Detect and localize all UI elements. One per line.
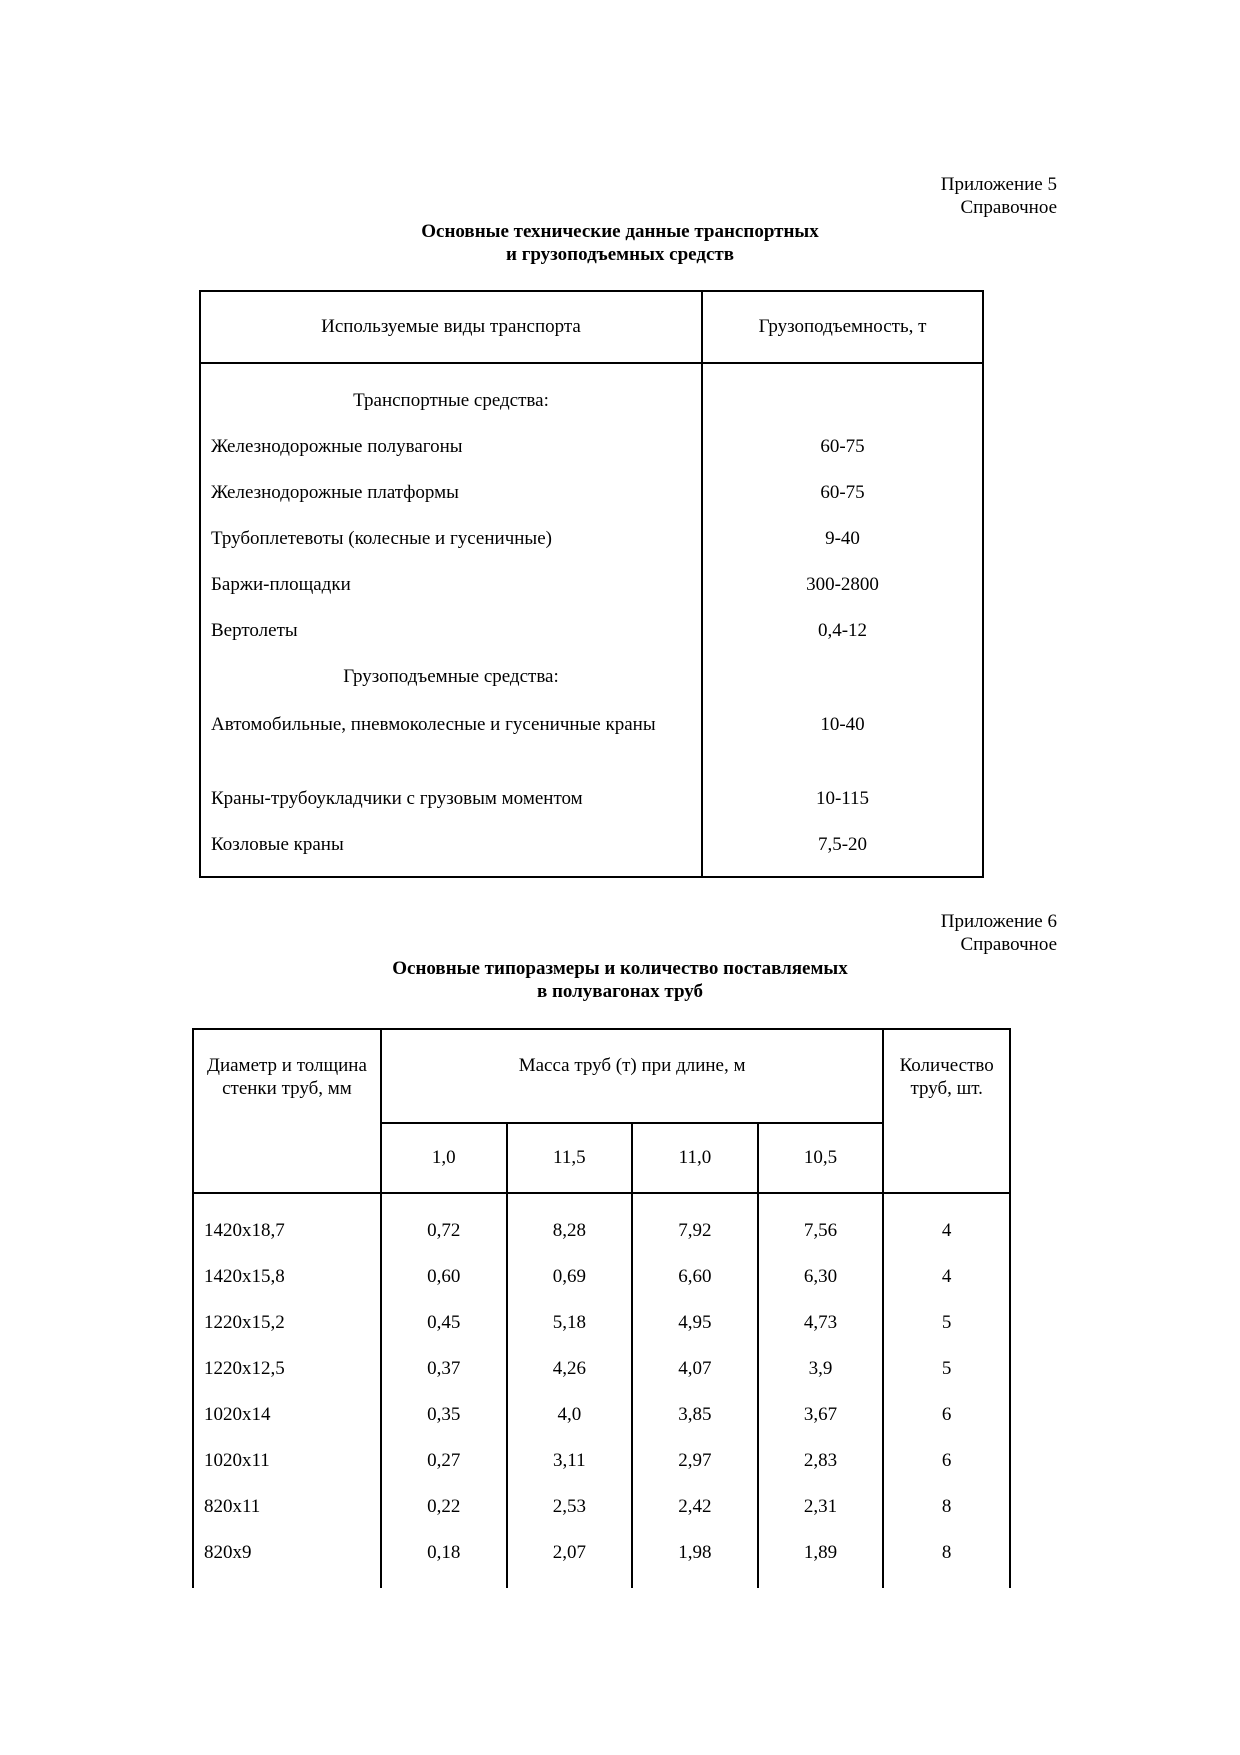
row-mass: 7,56 (758, 1193, 884, 1254)
row-mass: 1,89 (758, 1530, 884, 1588)
row-dim: 820x9 (193, 1530, 381, 1588)
row-mass: 2,53 (507, 1484, 633, 1530)
length-header: 1,0 (381, 1123, 507, 1193)
table-row (193, 1193, 1010, 1254)
row-mass: 0,45 (381, 1300, 507, 1346)
appendix6-title-line1: Основные типоразмеры и количество поставляемых (392, 958, 848, 979)
table-row (200, 562, 983, 608)
row-value: 7,5-20 (817, 834, 868, 855)
table-row (200, 516, 983, 562)
pipes-table (192, 1028, 1011, 1588)
table-row (200, 608, 983, 654)
appendix6-title (0, 957, 1240, 1003)
row-mass: 3,9 (758, 1346, 884, 1392)
row-value: 9-40 (825, 528, 860, 549)
table-row (193, 1346, 1010, 1392)
length-header: 11,5 (507, 1123, 633, 1193)
row-dim: 1420x18,7 (193, 1193, 381, 1254)
appendix5-label: Приложение 5 (940, 174, 1057, 195)
row-count: 8 (941, 1496, 952, 1517)
row-count: 6 (941, 1404, 952, 1425)
row-mass: 3,67 (758, 1392, 884, 1438)
appendix5-label-block (941, 173, 1057, 219)
row-mass: 1,98 (632, 1530, 758, 1588)
row-mass: 4,26 (507, 1346, 633, 1392)
table-row (193, 1300, 1010, 1346)
table-row (200, 700, 983, 776)
row-mass: 5,18 (507, 1300, 633, 1346)
row-mass: 2,42 (632, 1484, 758, 1530)
table-row (200, 822, 983, 877)
row-mass: 2,83 (758, 1438, 884, 1484)
row-mass: 6,60 (632, 1254, 758, 1300)
appendix6-label: Приложение 6 (940, 911, 1057, 932)
row-count: 5 (941, 1312, 952, 1333)
row-count: 6 (941, 1450, 952, 1471)
row-value: 10-115 (815, 788, 870, 809)
row-mass: 0,22 (381, 1484, 507, 1530)
row-mass: 2,97 (632, 1438, 758, 1484)
row-mass: 3,85 (632, 1392, 758, 1438)
row-mass: 7,92 (632, 1193, 758, 1254)
appendix5-title-line1: Основные технические данные транспортных (421, 221, 819, 242)
row-name: Вертолеты (200, 608, 702, 654)
appendix5-type: Справочное (960, 197, 1057, 218)
appendix5-title (0, 220, 1240, 266)
header-capacity: Грузоподъемность, т (702, 291, 983, 363)
row-mass: 0,27 (381, 1438, 507, 1484)
row-mass: 4,95 (632, 1300, 758, 1346)
table-header-row (200, 291, 983, 363)
row-mass: 4,0 (507, 1392, 633, 1438)
row-mass: 0,35 (381, 1392, 507, 1438)
row-name: Железнодорожные полувагоны (200, 424, 702, 470)
length-header: 10,5 (758, 1123, 884, 1193)
row-mass: 2,07 (507, 1530, 633, 1588)
row-value: 10-40 (820, 714, 865, 735)
table-row (200, 424, 983, 470)
row-mass: 3,11 (507, 1438, 633, 1484)
header-diameter: Диаметр и толщина стенки труб, мм (193, 1029, 381, 1193)
row-name: Трубоплетевоты (колесные и гусеничные) (200, 516, 702, 562)
row-value: 300-2800 (806, 574, 879, 595)
table-header-row (193, 1029, 1010, 1123)
table-row (193, 1438, 1010, 1484)
row-mass: 4,73 (758, 1300, 884, 1346)
row-mass: 0,18 (381, 1530, 507, 1588)
row-value: 0,4-12 (817, 620, 868, 641)
section-row (200, 654, 983, 700)
row-mass: 2,31 (758, 1484, 884, 1530)
row-count: 4 (941, 1266, 952, 1287)
table-row (193, 1484, 1010, 1530)
row-value: 60-75 (820, 482, 865, 503)
row-mass: 0,72 (381, 1193, 507, 1254)
row-name: Козловые краны (200, 822, 702, 877)
row-dim: 1020x11 (193, 1438, 381, 1484)
header-count: Количество труб, шт. (883, 1029, 1010, 1193)
appendix6-label-block (941, 910, 1057, 956)
length-header: 11,0 (632, 1123, 758, 1193)
table-row (193, 1254, 1010, 1300)
row-mass: 0,69 (507, 1254, 633, 1300)
appendix6-title-line2: в полувагонах труб (536, 981, 704, 1002)
row-count: 5 (941, 1358, 952, 1379)
row-mass: 0,37 (381, 1346, 507, 1392)
row-mass: 0,60 (381, 1254, 507, 1300)
table-row (200, 470, 983, 516)
row-name: Автомобильные, пневмоколесные и гусеничные краны (200, 700, 702, 776)
table-row (200, 776, 983, 822)
row-dim: 1220x15,2 (193, 1300, 381, 1346)
row-mass: 8,28 (507, 1193, 633, 1254)
row-count: 8 (941, 1542, 952, 1563)
row-mass: 4,07 (632, 1346, 758, 1392)
row-name: Баржи-площадки (200, 562, 702, 608)
header-mass: Масса труб (т) при длине, м (381, 1029, 883, 1123)
row-dim: 1020x14 (193, 1392, 381, 1438)
row-name: Краны-трубоукладчики с грузовым моментом (200, 776, 702, 822)
row-dim: 1220x12,5 (193, 1346, 381, 1392)
table-row (193, 1392, 1010, 1438)
row-value: 60-75 (820, 436, 865, 457)
row-dim: 820x11 (193, 1484, 381, 1530)
appendix5-title-line2: и грузоподъемных средств (506, 244, 734, 265)
section-row (200, 363, 983, 424)
section-transport-label: Транспортные средства: (200, 363, 702, 424)
row-name: Железнодорожные платформы (200, 470, 702, 516)
header-transport-type: Используемые виды транспорта (200, 291, 702, 363)
row-mass: 6,30 (758, 1254, 884, 1300)
row-count: 4 (941, 1220, 952, 1241)
table-row (193, 1530, 1010, 1588)
section-lifting-label: Грузоподъемные средства: (200, 654, 702, 700)
transport-table (199, 290, 984, 878)
appendix6-type: Справочное (960, 934, 1057, 955)
row-dim: 1420x15,8 (193, 1254, 381, 1300)
